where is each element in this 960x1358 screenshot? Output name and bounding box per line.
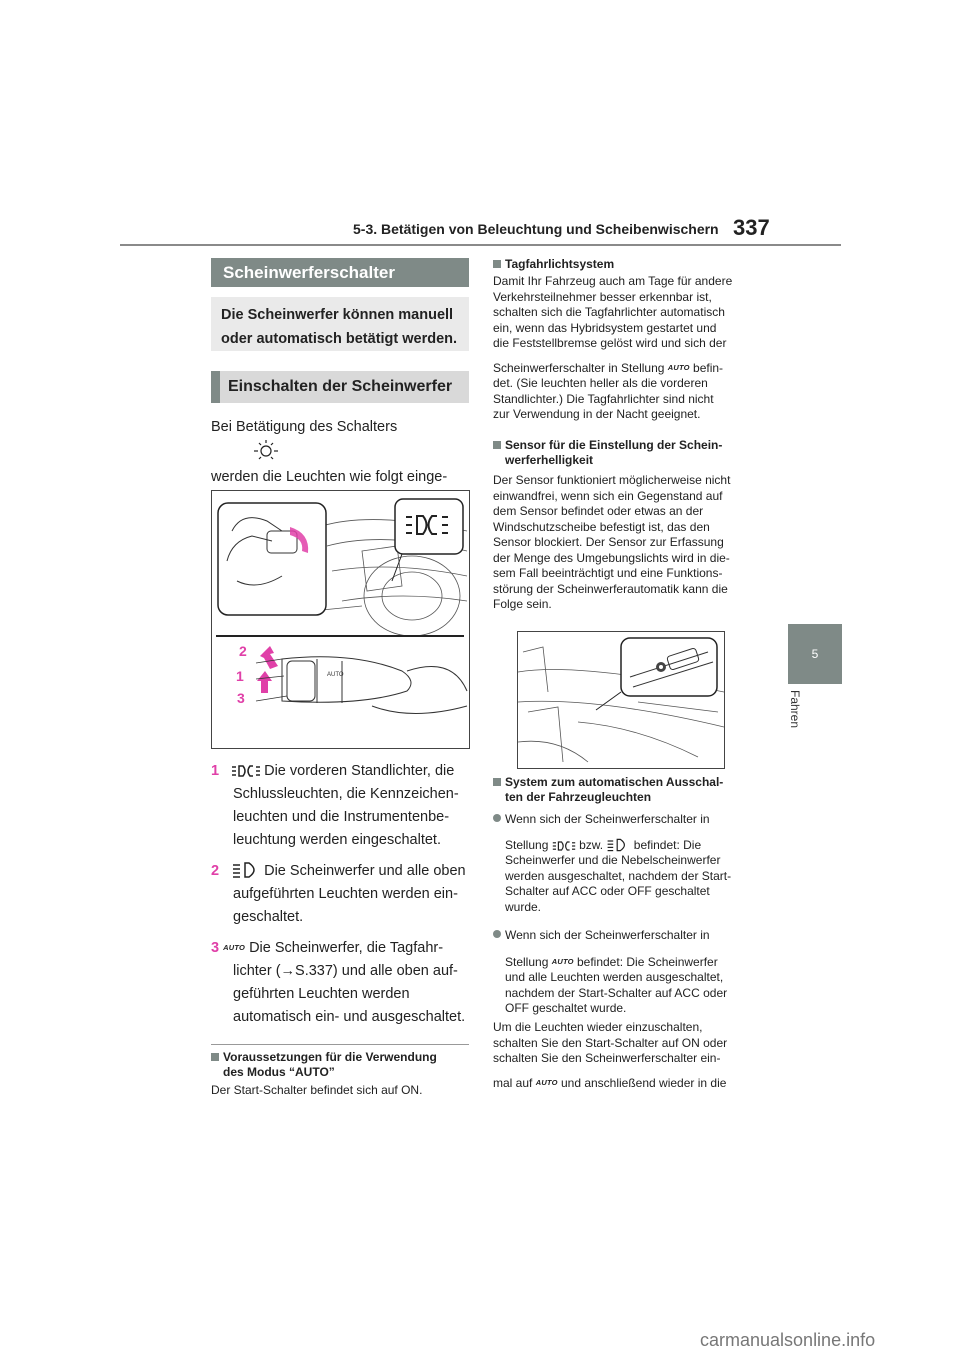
step-1: 1 Die vorderen Standlichter, die Schlussleuchten, die Kennzeichen- leuchten und die Instrumentenbe- leuchtung werden eingeschaltet. bbox=[211, 763, 459, 848]
auto-icon: AUTO bbox=[223, 943, 246, 952]
fig-label-2: 2 bbox=[239, 643, 247, 659]
light-switch-icon bbox=[251, 439, 281, 461]
fig-label-3: 3 bbox=[237, 690, 245, 706]
drl-body: Damit Ihr Fahrzeug auch am Tage für andere Verkehrsteilnehmer besser erkennbar ist, schalten sich die Tagfahrlichter automatisch ein, wenn das Hybridsystem gestartet und die Feststellbremse gelöst wird und sich der Scheinwerferschalter in Stellung AUTO befin- det. (Sie leuchten heller als die vorderen Standlichter.) Die Tagfahrlichter sind nicht zur Verwendung in der Nacht geeignet. bbox=[493, 274, 733, 421]
headlight-icon bbox=[606, 838, 630, 852]
intro-box bbox=[211, 297, 469, 351]
note-rule bbox=[211, 1044, 469, 1045]
drl-heading: Tagfahrlichtsystem bbox=[493, 257, 614, 272]
intro-paragraph: Bei Betätigung des Schalters werden die Leuchten wie folgt einge- bbox=[211, 419, 448, 485]
page-number: 337 bbox=[733, 215, 770, 240]
auto-icon: AUTO bbox=[535, 1077, 558, 1087]
auto-icon: AUTO bbox=[551, 956, 574, 966]
sensor-body: Der Sensor funktioniert möglicherweise nicht einwandfrei, wenn sich ein Gegenstand auf dem Sensor befindet oder etwas an der Windschutzscheibe befestigt ist, das den Sensor blockiert. Der Sensor zur Erfassung der Menge des Umgebungslichts wird in die- sem Fall beeinträchtigt und eine Funktions- störung der Scheinwerferautomatik kann die Folge sein. bbox=[493, 473, 731, 611]
fig-label-1: 1 bbox=[236, 668, 244, 684]
headlight-switch-illustration bbox=[212, 491, 469, 748]
chapter-label: Fahren bbox=[788, 690, 802, 729]
position-light-icon bbox=[552, 840, 576, 852]
step-2: 2 Die Scheinwerfer und alle oben aufgeführten Leuchten werden ein- geschaltet. bbox=[211, 863, 466, 925]
position-light-icon bbox=[231, 764, 261, 778]
sensor-illustration bbox=[518, 632, 724, 768]
section-banner: Scheinwerferschalter bbox=[211, 258, 469, 287]
auto-mode-note-body: Der Start-Schalter befindet sich auf ON. bbox=[211, 1083, 423, 1097]
auto-off-heading: System zum automatischen Ausschal- ten der Fahrzeugleuchten bbox=[493, 775, 763, 805]
intro-line: oder automatisch betätigt werden. bbox=[221, 331, 458, 347]
headlight-switch-figure bbox=[211, 490, 470, 749]
watermark[interactable]: carmanualsonline.info bbox=[700, 1330, 876, 1350]
auto-icon: AUTO bbox=[667, 362, 690, 372]
sensor-location-figure bbox=[517, 631, 725, 769]
chapter-tab[interactable]: 5 bbox=[788, 624, 842, 684]
bullet-1: Wenn sich der Scheinwerferschalter in Stellung bzw. befindet: Die Scheinwerfer und die Nebelscheinwerfer werden ausgeschaltet, nachdem der Start- Schalter auf ACC oder OFF geschaltet wurde. bbox=[493, 812, 763, 915]
sensor-heading: Sensor für die Einstellung der Schein- werferhelligkeit bbox=[493, 438, 763, 468]
header-rule bbox=[120, 244, 841, 246]
section-title: 5-3. Betätigen von Beleuchtung und Scheibenwischern bbox=[353, 221, 719, 237]
headlight-icon bbox=[231, 862, 261, 878]
svg-text:AUTO: AUTO bbox=[327, 672, 344, 678]
step-3: 3 AUTO Die Scheinwerfer, die Tagfahr- lichter (→S.337) und alle oben auf- geführten Leuchten werden automatisch ein- und ausgeschaltet. bbox=[211, 940, 466, 1025]
auto-mode-note-heading: Voraussetzungen für die Verwendung des Modus “AUTO” bbox=[211, 1050, 471, 1080]
intro-line: Die Scheinwerfer können manuell bbox=[221, 307, 454, 323]
reactivation-paragraph: Um die Leuchten wieder einzuschalten, schalten Sie den Start-Schalter auf ON oder schalten Sie den Scheinwerferschalter ein- mal auf AUTO und anschließend wieder in die bbox=[493, 1020, 728, 1090]
bullet-2: Wenn sich der Scheinwerferschalter in Stellung AUTO befindet: Die Scheinwerfer und alle Leuchten werden ausgeschaltet, nachdem der Start-Schalter auf ACC oder OFF geschaltet wurde. bbox=[493, 928, 763, 1017]
subsection-heading: Einschalten der Scheinwerfer bbox=[211, 371, 469, 403]
